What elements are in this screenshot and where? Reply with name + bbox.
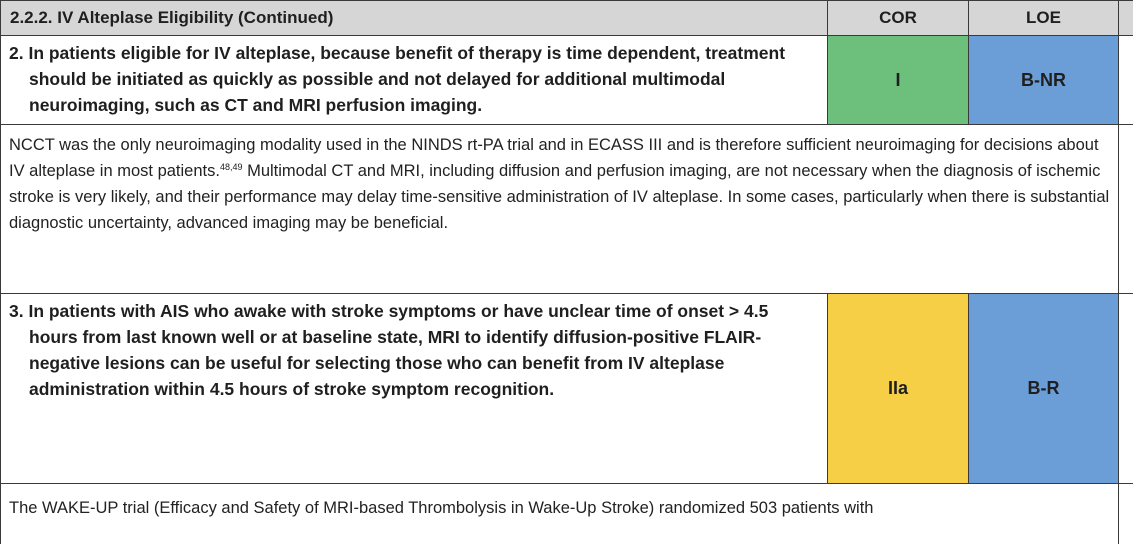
supporting-text-2-line: The WAKE-UP trial (Efficacy and Safety of MRI-based Thrombolysis in Wake-Up Stroke) randomized 503 patients with — [9, 499, 874, 517]
cor-badge-2: IIa — [828, 294, 969, 484]
table-title: 2.2.2. IV Alteplase Eligibility (Continued) — [0, 1, 828, 36]
recommendation-2-text: 2. In patients eligible for IV alteplase, because benefit of therapy is time dependent, treatment should be initiated as quickly as possible and not delayed for additional multimodal neuroimaging, such as CT and MRI perfusion imaging. — [9, 43, 786, 115]
reference-superscript: 48,49 — [219, 162, 243, 172]
loe-column-header: LOE — [969, 1, 1119, 36]
header-stub — [1119, 1, 1133, 36]
cor-badge-1: I — [828, 36, 969, 125]
recommendation-3-text: 3. In patients with AIS who awake with stroke symptoms or have unclear time of onset > 4.5 hours from last known well or at baseline state, MRI to identify diffusion-positive FLAIR-negative lesions can be useful for selecting those who can benefit from IV alteplase administration within 4.5 hours of stroke symptom recognition. — [9, 301, 769, 399]
recommendation-2 — [0, 36, 828, 125]
supporting-text-2 — [0, 484, 1119, 544]
cor-column-header: COR — [828, 1, 969, 36]
loe-badge-1: B-NR — [969, 36, 1119, 125]
recommendation-3 — [0, 294, 828, 484]
row-stub — [1119, 484, 1133, 544]
row-stub — [1119, 125, 1133, 294]
row-stub — [1119, 294, 1133, 484]
loe-badge-2: B-R — [969, 294, 1119, 484]
supporting-text-1 — [0, 125, 1119, 294]
row-stub — [1119, 36, 1133, 125]
supporting-text-1-start: NCCT was the only neuroimaging modality used in the NINDS rt-PA trial and in ECASS III and is therefore sufficient neuroimaging for decisions about IV alteplase in most patients. — [9, 136, 1099, 180]
supporting-text-1-end: Multimodal CT and MRI, including diffusion and perfusion imaging, are not necessary when the diagnosis of ischemic stroke is very likely, and their performance may delay time-sensitive administration of IV alteplase. In some cases, particularly when there is substantial diagnostic uncertainty, advanced imaging may be beneficial. — [9, 162, 1110, 232]
